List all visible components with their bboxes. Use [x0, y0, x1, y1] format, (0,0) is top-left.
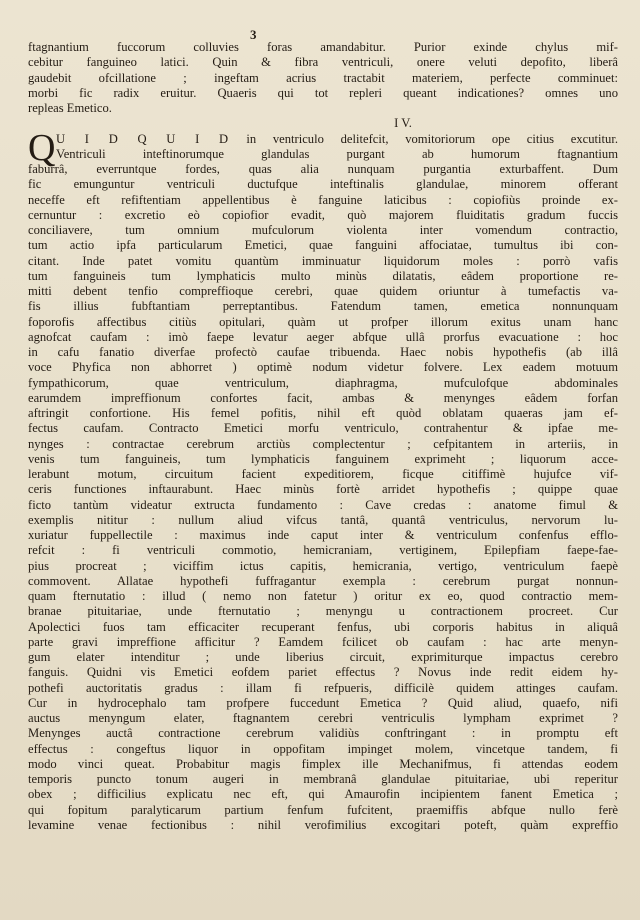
- text-line: in cafu fanatio diverfae profectò caufae tribuenda. Haec nobis hypothefis (ab illâ: [28, 345, 618, 359]
- text-line: morbi fic radix eruitur. Quaeris qui tot repleri queant indicationes? omnes uno: [28, 85, 618, 100]
- text-line: parte gravi impreffione afficitur ? Eamdem fcilicet ob caufam : hac arte menyn-: [28, 634, 618, 649]
- text-line: cebitur fanguineo latici. Quin & fibra ventriculi, onere veluti depofito, liberâ: [28, 55, 618, 70]
- text-line: repleas Emetico.: [28, 101, 112, 115]
- main-paragraph: [28, 126, 618, 834]
- text-line: Ventriculi inteftinorumque glandulas purgant ab humorum ftagnantium: [56, 146, 618, 161]
- text-line: tum actio ipfa particularum Emetici, quae fanguini affociatae, tumultus ibi con-: [28, 238, 618, 253]
- text-line: fis illius fubftantiam perreptantibus. Fatendum tamen, emetica nonnunquam: [28, 299, 618, 314]
- text-line: pothefi auctoritatis gradus : illam fi refpueris, difficilè quidem attinges caufam.: [28, 680, 618, 695]
- text-line: voce Phyfica non abhorret ) optimè nodum videtur folvere. Lex eadem motuum: [28, 360, 618, 375]
- section-heading: I V.: [394, 116, 412, 131]
- text-line: citant. Inde patet vomitu quantùm imminuatur liquidorum moles : porrò vafis: [28, 253, 618, 268]
- text-line: effectus : congeftus liquor in oppofitam impinget molem, vincetque tandem, fi: [28, 741, 618, 756]
- text-line: [28, 132, 618, 147]
- text-line-rest: in ventriculo delitefcit, vomitoriorum ope citius excutitur.: [229, 131, 618, 146]
- text-line: auctus menyngum elater, ftagnantem cerebri ventriculis lympham exprimet ?: [28, 711, 618, 725]
- text-line: fympathicorum, quae ventriculum, diaphragma, mufculofque abdominales: [28, 375, 618, 390]
- intro-paragraph: [28, 40, 618, 116]
- page-number: 3: [250, 27, 257, 42]
- text-line: temporis puncto tonum augeri in membranâ glandulae pituitariae, ubi reperitur: [28, 772, 618, 786]
- text-line: lerabunt motum, circuitum facient expeditiorem, ficque citiffimè hujufce vif-: [28, 467, 618, 481]
- text-line: qui fopitum paralyticarum partium fenfum fufcitent, praemiffis abfque nullo ferè: [28, 802, 618, 817]
- first-word-caps: U I D Q U I D: [56, 131, 230, 146]
- text-line: aftringit confortione. His femel pofitis, nihil eft quòd oblatam quaeras jam ef-: [28, 406, 618, 420]
- text-line: ficto tantùm videatur extructa fundamento : Cave credas : anatome fimul &: [28, 497, 618, 512]
- text-line: fanguis. Quidni vis Emetici eofdem pariet effectus ? Novus inde redit eidem hy-: [28, 665, 618, 680]
- text-line: levamine venae fectionibus : nihil verofimilius excogitari poteft, quàm expreffio: [28, 817, 618, 832]
- text-line: tum fanguineis tum lymphaticis multo minùs dilatatis, eâdem proportione re-: [28, 268, 618, 283]
- text-line: pius procreat ; viciffim ictus capitis, hemicrania, vertigo, ventriculum faepè: [28, 558, 618, 573]
- text-line: commovent. Allatae hypothefi fuffragantur exempla : cerebrum purgat nonnun-: [28, 573, 618, 588]
- text-line: venis tum fanguineis, tum lymphaticis fanguinem exprimeht ; liquorum acce-: [28, 451, 618, 466]
- text-line: refcit : fi ventriculi commotio, hemicraniam, vertiginem, Epilepfiam faepe-fae-: [28, 543, 618, 558]
- text-line: ceris functiones inftaurabunt. Haec minùs fortè arridet hypothefis ; quippe quae: [28, 482, 618, 497]
- body-lines: [28, 162, 618, 833]
- text-line: earumdem impreffionum confortes facit, ambas & menynges eâdem forfan: [28, 390, 618, 405]
- text-line: gaudebit ofcillatione ; ingeftam acrius tractabit materiem, perfecte comminuet:: [28, 70, 618, 85]
- text-line: nynges : contractae cerebrum arctiùs complectentur ; cefpitantem in arteriis, in: [28, 436, 618, 451]
- text-line: fectus caufam. Contracto Emetici morfu ventriculo, contrahentur & ipfae me-: [28, 421, 618, 436]
- text-line: foporofis affectibus citiùs opitulari, quàm ut profper illorum exitus unam hanc: [28, 314, 618, 329]
- text-line: faburrâ, everruntque fordes, quas alia nunquam purgantia exturbaffent. Dum: [28, 162, 618, 176]
- text-line: Cur in hydrocephalo tam profpere fuccedunt Emetica ? Quid aliud, quaefo, nifi: [28, 695, 618, 710]
- text-line: gum elater intenditur ; unde liberius circuit, exprimiturque impactus cerebro: [28, 650, 618, 664]
- text-line: Apolectici fuos tam efficaciter recuperant fenfus, ubi corporis habitus in aliquâ: [28, 619, 618, 634]
- text-line: conciliavere, tum omnium mufculorum violenta inter vomendum contractio,: [28, 223, 618, 237]
- text-line: ftagnantium fuccorum colluvies foras amandabitur. Purior exinde chylus mif-: [28, 40, 618, 54]
- text-line: modo vinci queat. Probabitur magis fimplex ille Mechanifmus, fi attendas eodem: [28, 756, 618, 771]
- text-line: quam fternutatio : illud ( nemo non fatetur ) oritur ex eo, quod contractio mem-: [28, 589, 618, 603]
- text-line: exemplis nititur : nullum aliud vifcus tantâ, quantâ ventriculus, nervorum lu-: [28, 512, 618, 527]
- text-line: fic emunguntur ventriculi ductufque inteftinalis glandulae, minorem offerant: [28, 177, 618, 192]
- text-line: cernuntur : excretio eò copiofior evadit, quò majorem fluiditatis gradum fuccis: [28, 207, 618, 222]
- text-line: branae pituitariae, unde fternutatio ; menyngu u contractionem procreet. Cur: [28, 604, 618, 619]
- text-line: mitti debent tenfio compreffioque cerebri, quae quidem oriuntur à tumefactis va-: [28, 284, 618, 298]
- text-line: Menynges auctâ contractione cerebrum validiùs conftringant : in promptu eft: [28, 726, 618, 741]
- drop-cap: Q: [28, 126, 56, 169]
- text-line: obex ; difficilius explicatu nec eft, qui Amaurofin incipientem fanent Emetica ;: [28, 787, 618, 802]
- text-line: xuriatur fuppellectile : maximus inde caput inter & ventriculum confenfus efflo-: [28, 528, 618, 542]
- text-line: neceffe eft refiftentiam appellentibus è fanguine laticibus : copiofiùs proinde ex-: [28, 192, 618, 207]
- text-line: agnofcat caufam : imò faepe levatur aeger abfque ullâ prorfus evacuatione : hoc: [28, 329, 618, 344]
